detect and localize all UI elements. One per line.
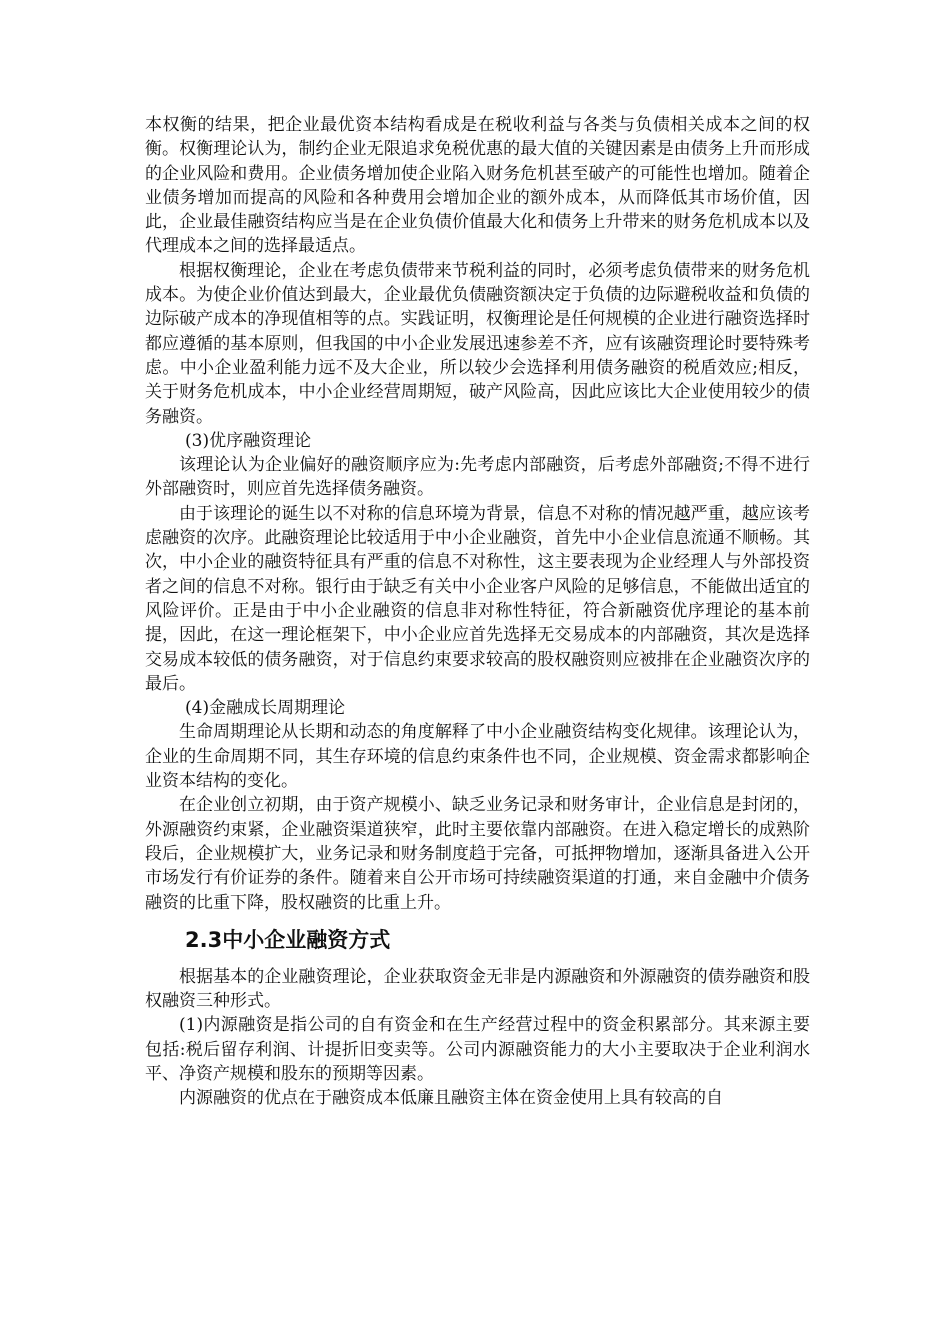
paragraph-internal-financing: (1)内源融资是指公司的自有资金和在生产经营过程中的资金积累部分。其来源主要包括:税后留存利润、计提折旧变卖等。公司内源融资能力的大小主要取决于企业利润水平、净资产规模和股东的预期等因素。 bbox=[145, 1015, 810, 1084]
paragraph-pecking-order-definition: 该理论认为企业偏好的融资顺序应为:先考虑内部融资，后考虑外部融资;不得不进行外部融资时，则应首先选择债务融资。 bbox=[145, 455, 810, 500]
paragraph-pecking-order-analysis: 由于该理论的诞生以不对称的信息环境为背景，信息不对称的情况越严重，越应该考虑融资的次序。此融资理论比较适用于中小企业融资，首先中小企业信息流通不顺畅。其次，中小企业的融资特征具有严重的信息不对称性，这主要表现为企业经理人与外部投资者之间的信息不对称。银行由于缺乏有关中小企业客户风险的足够信息，不能做出适宜的风险评价。正是由于中小企业融资的信息非对称性特征，符合新融资优序理论的基本前提，因此，在这一理论框架下，中小企业应首先选择无交易成本的内部融资，其次是选择交易成本较低的债务融资，对于信息约束要求较高的股权融资则应被排在企业融资次序的最后。 bbox=[145, 503, 810, 694]
paragraph-internal-financing-advantages: 内源融资的优点在于融资成本低廉且融资主体在资金使用上具有较高的自 bbox=[179, 1088, 723, 1109]
section-heading: 2.3中小企业融资方式 bbox=[185, 927, 391, 952]
list-item-growth-cycle-title: (4)金融成长周期理论 bbox=[185, 698, 346, 719]
paragraph-growth-cycle-stages: 在企业创立初期，由于资产规模小、缺乏业务记录和财务审计，企业信息是封闭的，外源融资约束紧，企业融资渠道狭窄，此时主要依靠内部融资。在进入稳定增长的成熟阶段后，企业规模扩大，业务记录和财务制度趋于完备，可抵押物增加，逐渐具备进入公开市场发行有价证券的条件。随着来自公开市场可持续融资渠道的打通，来自金融中介债务融资的比重下降，股权融资的比重上升。 bbox=[145, 795, 810, 913]
paragraph-growth-cycle-definition: 生命周期理论从长期和动态的角度解释了中小企业融资结构变化规律。该理论认为，企业的生命周期不同，其生存环境的信息约束条件也不同，企业规模、资金需求都影响企业资本结构的变化。 bbox=[145, 722, 810, 792]
list-item-pecking-order-title: (3)优序融资理论 bbox=[185, 430, 312, 451]
paragraph-tradeoff-conclusion: 本权衡的结果，把企业最优资本结构看成是在税收利益与各类与负债相关成本之间的权衡。权衡理论认为，制约企业无限追求免税优惠的最大值的关键因素是由债务上升而形成的企业风险和费用。企业债务增加使企业陷入财务危机甚至破产的可能性也增加。随着企业债务增加而提高的风险和各种费用会增加企业的额外成本，从而降低其市场价值，因此，企业最佳融资结构应当是在企业负债价值最大化和债务上升带来的财务危机成本以及代理成本之间的选择最适点。 bbox=[145, 115, 810, 257]
document-page bbox=[145, 113, 810, 1111]
paragraph-tradeoff-application: 根据权衡理论，企业在考虑负债带来节税利益的同时，必须考虑负债带来的财务危机成本。为使企业价值达到最大，企业最优负债融资额决定于负债的边际避税收益和负债的边际破产成本的净现值相等的点。实践证明，权衡理论是任何规模的企业进行融资选择时都应遵循的基本原则，但我国的中小企业发展迅速参差不齐，应有该融资理论时要特殊考虑。中小企业盈利能力远不及大企业，所以较少会选择利用债务融资的税盾效应;相反，关于财务危机成本，中小企业经营周期短，破产风险高，因此应该比大企业使用较少的债务融资。 bbox=[145, 260, 810, 427]
paragraph-financing-forms: 根据基本的企业融资理论，企业获取资金无非是内源融资和外源融资的债券融资和股权融资三种形式。 bbox=[145, 966, 810, 1012]
